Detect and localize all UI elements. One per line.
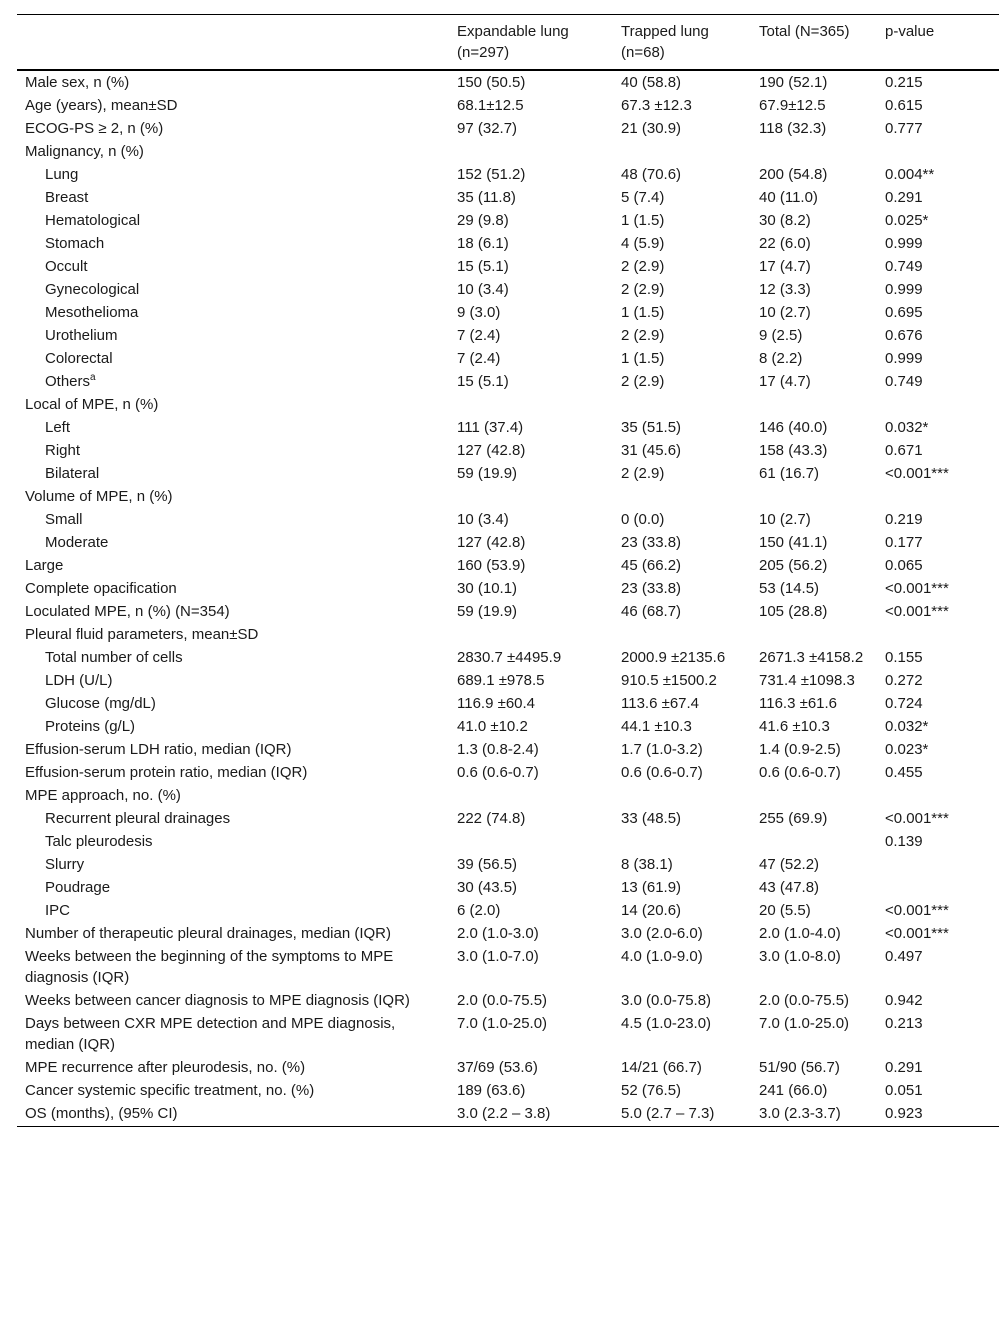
row-label: Mesothelioma <box>45 304 139 321</box>
expandable-lung-cell: 18 (6.1) <box>457 235 509 252</box>
expandable-lung-cell: 150 (50.5) <box>457 74 526 91</box>
trapped-lung-cell: 2 (2.9) <box>621 465 665 482</box>
row-label: LDH (U/L) <box>45 672 113 689</box>
p-value-cell: <0.001*** <box>885 810 949 827</box>
p-value-cell: 0.676 <box>885 327 923 344</box>
total-cell: 17 (4.7) <box>759 373 811 390</box>
row-label: MPE approach, no. (%) <box>25 787 181 804</box>
total-cell: 47 (52.2) <box>759 856 820 873</box>
p-value-cell: 0.291 <box>885 1059 923 1076</box>
total-cell: 731.4 ±1098.3 <box>759 672 855 689</box>
table-row <box>17 1056 999 1079</box>
trapped-lung-cell: 23 (33.8) <box>621 534 682 551</box>
row-label: Large <box>25 557 64 574</box>
trapped-lung-cell: 14 (20.6) <box>621 902 682 919</box>
table-row <box>17 416 999 439</box>
row-label: MPE recurrence after pleurodesis, no. (%) <box>25 1059 306 1076</box>
row-label: Days between CXR MPE detection and MPE diagnosis, median (IQR) <box>25 1015 396 1053</box>
row-label: Talc pleurodesis <box>45 833 153 850</box>
table-row <box>17 807 999 830</box>
expandable-lung-cell: 39 (56.5) <box>457 856 518 873</box>
p-value-cell: 0.671 <box>885 442 923 459</box>
table-row <box>17 577 999 600</box>
row-label: Breast <box>45 189 89 206</box>
p-value-cell: 0.025* <box>885 212 929 229</box>
total-cell: 146 (40.0) <box>759 419 828 436</box>
table-row <box>17 347 999 370</box>
p-value-cell: 0.615 <box>885 97 923 114</box>
trapped-lung-cell: 3.0 (2.0-6.0) <box>621 925 703 942</box>
total-cell: 41.6 ±10.3 <box>759 718 830 735</box>
p-value-cell: 0.023* <box>885 741 929 758</box>
total-cell: 255 (69.9) <box>759 810 828 827</box>
table-row <box>17 209 999 232</box>
table-row <box>17 140 999 163</box>
trapped-lung-cell: 21 (30.9) <box>621 120 682 137</box>
trapped-lung-cell: 4.5 (1.0-23.0) <box>621 1015 712 1032</box>
trapped-lung-cell <box>613 393 751 416</box>
row-label: Moderate <box>45 534 109 551</box>
table-row <box>17 301 999 324</box>
table-row <box>17 830 999 853</box>
total-cell: 67.9±12.5 <box>759 97 826 114</box>
expandable-lung-cell: 2.0 (0.0-75.5) <box>457 992 548 1009</box>
total-cell: 51/90 (56.7) <box>759 1059 840 1076</box>
expandable-lung-cell <box>449 784 613 807</box>
p-value-cell: 0.139 <box>885 833 923 850</box>
row-label: Proteins (g/L) <box>45 718 136 735</box>
total-cell: 116.3 ±61.6 <box>759 695 838 712</box>
table-row <box>17 922 999 945</box>
total-cell: 2.0 (1.0-4.0) <box>759 925 841 942</box>
p-value-cell: 0.695 <box>885 304 923 321</box>
table-row <box>17 554 999 577</box>
trapped-lung-cell: 40 (58.8) <box>621 74 682 91</box>
p-value-cell <box>877 853 999 876</box>
table-row <box>17 738 999 761</box>
row-label: Right <box>45 442 81 459</box>
total-cell: 200 (54.8) <box>759 166 828 183</box>
total-cell: 2671.3 ±4158.2 <box>759 649 864 666</box>
p-value-cell: 0.749 <box>885 258 923 275</box>
p-value-cell <box>877 876 999 899</box>
total-cell: 43 (47.8) <box>759 879 820 896</box>
row-label: Glucose (mg/dL) <box>45 695 156 712</box>
row-label: Total number of cells <box>45 649 183 666</box>
total-cell: 12 (3.3) <box>759 281 811 298</box>
trapped-lung-cell: 3.0 (0.0-75.8) <box>621 992 712 1009</box>
table-row <box>17 692 999 715</box>
expandable-lung-cell: 6 (2.0) <box>457 902 501 919</box>
trapped-lung-cell <box>613 623 751 646</box>
row-label: Local of MPE, n (%) <box>25 396 159 413</box>
p-value-cell <box>877 140 999 163</box>
expandable-lung-cell <box>449 623 613 646</box>
expandable-lung-cell <box>449 140 613 163</box>
expandable-lung-cell: 15 (5.1) <box>457 258 509 275</box>
expandable-lung-cell: 35 (11.8) <box>457 189 516 206</box>
trapped-lung-cell: 5.0 (2.7 – 7.3) <box>621 1105 715 1122</box>
trapped-lung-cell: 113.6 ±67.4 <box>621 695 700 712</box>
p-value-cell: 0.455 <box>885 764 923 781</box>
trapped-lung-cell: 910.5 ±1500.2 <box>621 672 717 689</box>
header-variable <box>17 15 449 71</box>
trapped-lung-cell: 1 (1.5) <box>621 304 665 321</box>
trapped-lung-cell: 8 (38.1) <box>621 856 673 873</box>
total-cell: 1.4 (0.9-2.5) <box>759 741 841 758</box>
row-label: Stomach <box>45 235 105 252</box>
table-row <box>17 255 999 278</box>
expandable-lung-cell: 10 (3.4) <box>457 511 509 528</box>
trapped-lung-cell: 5 (7.4) <box>621 189 665 206</box>
row-label: Malignancy, n (%) <box>25 143 144 160</box>
p-value-cell: <0.001*** <box>885 603 949 620</box>
total-cell: 241 (66.0) <box>759 1082 828 1099</box>
p-value-cell <box>877 393 999 416</box>
header-trapped-lung: Trapped lung (n=68) <box>621 23 709 61</box>
trapped-lung-cell: 2 (2.9) <box>621 327 665 344</box>
expandable-lung-cell: 2830.7 ±4495.9 <box>457 649 562 666</box>
total-cell: 20 (5.5) <box>759 902 811 919</box>
table-row <box>17 715 999 738</box>
trapped-lung-cell: 1 (1.5) <box>621 350 665 367</box>
row-label: Cancer systemic specific treatment, no. (%) <box>25 1082 315 1099</box>
trapped-lung-cell: 48 (70.6) <box>621 166 682 183</box>
trapped-lung-cell <box>613 830 751 853</box>
total-cell: 3.0 (2.3-3.7) <box>759 1105 841 1122</box>
table-container <box>17 14 999 1127</box>
table-row <box>17 163 999 186</box>
trapped-lung-cell: 1.7 (1.0-3.2) <box>621 741 703 758</box>
table-row <box>17 1079 999 1102</box>
total-cell: 10 (2.7) <box>759 304 811 321</box>
table-row <box>17 600 999 623</box>
expandable-lung-cell: 9 (3.0) <box>457 304 501 321</box>
p-value-cell: 0.497 <box>885 948 923 965</box>
trapped-lung-cell: 13 (61.9) <box>621 879 682 896</box>
p-value-cell: 0.777 <box>885 120 923 137</box>
trapped-lung-cell: 52 (76.5) <box>621 1082 682 1099</box>
table-row <box>17 462 999 485</box>
table-row <box>17 439 999 462</box>
total-cell: 7.0 (1.0-25.0) <box>759 1015 850 1032</box>
p-value-cell: 0.999 <box>885 281 923 298</box>
expandable-lung-cell: 37/69 (53.6) <box>457 1059 538 1076</box>
table-row <box>17 623 999 646</box>
trapped-lung-cell <box>613 784 751 807</box>
row-label: Weeks between cancer diagnosis to MPE diagnosis (IQR) <box>25 992 410 1009</box>
header-p-value: p-value <box>885 23 935 40</box>
trapped-lung-cell: 44.1 ±10.3 <box>621 718 692 735</box>
total-cell: 22 (6.0) <box>759 235 811 252</box>
trapped-lung-cell: 4 (5.9) <box>621 235 665 252</box>
expandable-lung-cell <box>449 393 613 416</box>
expandable-lung-cell: 111 (37.4) <box>457 419 524 436</box>
total-cell: 61 (16.7) <box>759 465 820 482</box>
header-row <box>17 15 999 71</box>
row-label: Slurry <box>45 856 85 873</box>
table-header <box>17 15 999 71</box>
trapped-lung-cell: 1 (1.5) <box>621 212 665 229</box>
table-row <box>17 989 999 1012</box>
total-cell: 40 (11.0) <box>759 189 818 206</box>
total-cell <box>751 485 877 508</box>
expandable-lung-cell <box>449 830 613 853</box>
p-value-cell: 0.065 <box>885 557 923 574</box>
table-row <box>17 761 999 784</box>
trapped-lung-cell: 4.0 (1.0-9.0) <box>621 948 703 965</box>
p-value-cell: 0.724 <box>885 695 923 712</box>
row-label: IPC <box>45 902 71 919</box>
row-label: Hematological <box>45 212 141 229</box>
trapped-lung-cell: 2 (2.9) <box>621 258 665 275</box>
p-value-cell: <0.001*** <box>885 902 949 919</box>
expandable-lung-cell: 59 (19.9) <box>457 603 518 620</box>
table-row <box>17 784 999 807</box>
row-label: Pleural fluid parameters, mean±SD <box>25 626 259 643</box>
table-row <box>17 1012 999 1056</box>
expandable-lung-cell: 97 (32.7) <box>457 120 518 137</box>
expandable-lung-cell: 689.1 ±978.5 <box>457 672 545 689</box>
row-label: Recurrent pleural drainages <box>45 810 231 827</box>
p-value-cell: 0.291 <box>885 189 923 206</box>
total-cell <box>751 623 877 646</box>
p-value-cell <box>877 485 999 508</box>
p-value-cell: 0.749 <box>885 373 923 390</box>
p-value-cell: <0.001*** <box>885 580 949 597</box>
expandable-lung-cell: 59 (19.9) <box>457 465 518 482</box>
row-label: Occult <box>45 258 88 275</box>
row-label: OS (months), (95% CI) <box>25 1105 178 1122</box>
expandable-lung-cell: 7.0 (1.0-25.0) <box>457 1015 548 1032</box>
row-label: Bilateral <box>45 465 100 482</box>
expandable-lung-cell: 189 (63.6) <box>457 1082 526 1099</box>
table-row <box>17 669 999 692</box>
table-row <box>17 853 999 876</box>
expandable-lung-cell: 116.9 ±60.4 <box>457 695 536 712</box>
total-cell: 2.0 (0.0-75.5) <box>759 992 850 1009</box>
table-body <box>17 70 999 1127</box>
p-value-cell: 0.004** <box>885 166 935 183</box>
table-row <box>17 278 999 301</box>
p-value-cell: 0.032* <box>885 718 929 735</box>
p-value-cell: 0.942 <box>885 992 923 1009</box>
row-label: Effusion-serum LDH ratio, median (IQR) <box>25 741 292 758</box>
trapped-lung-cell: 0 (0.0) <box>621 511 665 528</box>
total-cell: 8 (2.2) <box>759 350 803 367</box>
expandable-lung-cell: 127 (42.8) <box>457 442 526 459</box>
header-expandable-lung: Expandable lung (n=297) <box>457 23 569 61</box>
p-value-cell: 0.032* <box>885 419 929 436</box>
p-value-cell <box>877 784 999 807</box>
table-row <box>17 945 999 989</box>
expandable-lung-cell: 152 (51.2) <box>457 166 526 183</box>
total-cell: 17 (4.7) <box>759 258 811 275</box>
total-cell: 9 (2.5) <box>759 327 803 344</box>
table-row <box>17 1102 999 1127</box>
p-value-cell: 0.923 <box>885 1105 923 1122</box>
table-row <box>17 370 999 393</box>
expandable-lung-cell: 30 (43.5) <box>457 879 518 896</box>
table-row <box>17 324 999 347</box>
expandable-lung-cell: 2.0 (1.0-3.0) <box>457 925 539 942</box>
trapped-lung-cell: 2000.9 ±2135.6 <box>621 649 726 666</box>
trapped-lung-cell <box>613 140 751 163</box>
trapped-lung-cell: 2 (2.9) <box>621 373 665 390</box>
expandable-lung-cell: 29 (9.8) <box>457 212 509 229</box>
trapped-lung-cell: 35 (51.5) <box>621 419 682 436</box>
expandable-lung-cell: 68.1±12.5 <box>457 97 524 114</box>
table-row <box>17 876 999 899</box>
trapped-lung-cell: 46 (68.7) <box>621 603 682 620</box>
p-value-cell: 0.999 <box>885 235 923 252</box>
total-cell: 105 (28.8) <box>759 603 828 620</box>
row-label: Poudrage <box>45 879 111 896</box>
table-row <box>17 186 999 209</box>
expandable-lung-cell: 7 (2.4) <box>457 350 501 367</box>
row-label: Number of therapeutic pleural drainages, median (IQR) <box>25 925 392 942</box>
total-cell: 150 (41.1) <box>759 534 828 551</box>
total-cell: 118 (32.3) <box>759 120 827 137</box>
total-cell: 53 (14.5) <box>759 580 820 597</box>
row-label: Others$^a$ <box>45 372 96 390</box>
expandable-lung-cell: 15 (5.1) <box>457 373 509 390</box>
header-total: Total (N=365) <box>759 23 850 40</box>
p-value-cell: 0.213 <box>885 1015 923 1032</box>
p-value-cell: 0.051 <box>885 1082 923 1099</box>
table-row <box>17 531 999 554</box>
p-value-cell: 0.155 <box>885 649 923 666</box>
trapped-lung-cell: 31 (45.6) <box>621 442 682 459</box>
expandable-lung-cell: 30 (10.1) <box>457 580 518 597</box>
row-label: Weeks between the beginning of the symptoms to MPE diagnosis (IQR) <box>25 948 394 986</box>
row-label: Colorectal <box>45 350 113 367</box>
total-cell <box>751 140 877 163</box>
expandable-lung-cell: 3.0 (2.2 – 3.8) <box>457 1105 551 1122</box>
table-row <box>17 899 999 922</box>
p-value-cell: <0.001*** <box>885 465 949 482</box>
total-cell <box>751 784 877 807</box>
trapped-lung-cell: 2 (2.9) <box>621 281 665 298</box>
trapped-lung-cell: 33 (48.5) <box>621 810 682 827</box>
p-value-cell: 0.272 <box>885 672 923 689</box>
row-label: Male sex, n (%) <box>25 74 130 91</box>
expandable-lung-cell: 222 (74.8) <box>457 810 526 827</box>
total-cell <box>751 830 877 853</box>
p-value-cell: 0.177 <box>885 534 923 551</box>
expandable-lung-cell: 1.3 (0.8-2.4) <box>457 741 539 758</box>
row-label: Lung <box>45 166 79 183</box>
row-label: Gynecological <box>45 281 140 298</box>
row-label: Complete opacification <box>25 580 177 597</box>
expandable-lung-cell <box>449 485 613 508</box>
table-row <box>17 94 999 117</box>
trapped-lung-cell <box>613 485 751 508</box>
table-row <box>17 117 999 140</box>
expandable-lung-cell: 0.6 (0.6-0.7) <box>457 764 539 781</box>
total-cell: 158 (43.3) <box>759 442 828 459</box>
row-label: Loculated MPE, n (%) (N=354) <box>25 603 230 620</box>
row-label: ECOG-PS ≥ 2, n (%) <box>25 120 164 137</box>
total-cell: 10 (2.7) <box>759 511 811 528</box>
characteristics-table <box>17 14 999 1127</box>
p-value-cell: 0.219 <box>885 511 923 528</box>
table-row <box>17 232 999 255</box>
total-cell: 3.0 (1.0-8.0) <box>759 948 841 965</box>
expandable-lung-cell: 7 (2.4) <box>457 327 501 344</box>
table-row <box>17 646 999 669</box>
p-value-cell <box>877 623 999 646</box>
p-value-cell: 0.215 <box>885 74 923 91</box>
total-cell <box>751 393 877 416</box>
p-value-cell: 0.999 <box>885 350 923 367</box>
trapped-lung-cell: 14/21 (66.7) <box>621 1059 702 1076</box>
trapped-lung-cell: 67.3 ±12.3 <box>621 97 692 114</box>
table-row <box>17 485 999 508</box>
trapped-lung-cell: 23 (33.8) <box>621 580 682 597</box>
trapped-lung-cell: 45 (66.2) <box>621 557 682 574</box>
expandable-lung-cell: 3.0 (1.0-7.0) <box>457 948 539 965</box>
footnote-marker: a <box>90 372 96 383</box>
table-row <box>17 508 999 531</box>
expandable-lung-cell: 10 (3.4) <box>457 281 509 298</box>
table-row <box>17 393 999 416</box>
row-label: Left <box>45 419 71 436</box>
expandable-lung-cell: 127 (42.8) <box>457 534 526 551</box>
total-cell: 190 (52.1) <box>759 74 828 91</box>
trapped-lung-cell: 0.6 (0.6-0.7) <box>621 764 703 781</box>
row-label: Age (years), mean±SD <box>25 97 178 114</box>
expandable-lung-cell: 160 (53.9) <box>457 557 526 574</box>
total-cell: 0.6 (0.6-0.7) <box>759 764 841 781</box>
row-label: Volume of MPE, n (%) <box>25 488 173 505</box>
total-cell: 30 (8.2) <box>759 212 811 229</box>
row-label: Effusion-serum protein ratio, median (IQR) <box>25 764 308 781</box>
p-value-cell: <0.001*** <box>885 925 949 942</box>
row-label: Urothelium <box>45 327 118 344</box>
row-label: Small <box>45 511 83 528</box>
table-row <box>17 70 999 94</box>
expandable-lung-cell: 41.0 ±10.2 <box>457 718 528 735</box>
total-cell: 205 (56.2) <box>759 557 828 574</box>
